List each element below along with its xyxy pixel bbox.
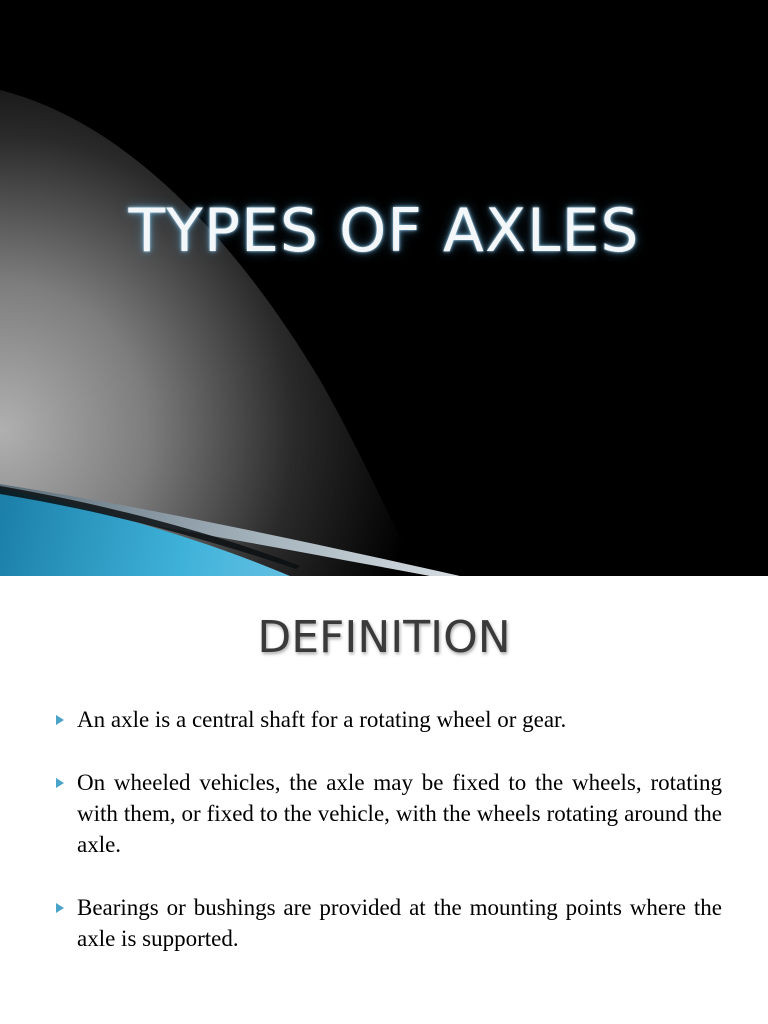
bullet-item: [56, 892, 722, 954]
arrow-bullet-icon: [56, 715, 64, 725]
bullet-text: An axle is a central shaft for a rotating wheel or gear.: [77, 707, 567, 732]
definition-slide: [0, 576, 768, 1024]
bullet-item: [56, 704, 722, 735]
bullet-text: Bearings or bushings are provided at the mounting points where the axle is supported.: [77, 895, 722, 951]
definition-heading: DEFINITION: [257, 612, 511, 663]
slide-title: TYPES OF AXLES: [128, 196, 640, 266]
definition-bullet-list: [56, 704, 722, 986]
arrow-bullet-icon: [56, 778, 64, 788]
bullet-text: On wheeled vehicles, the axle may be fixed to the wheels, rotating with them, or fixed to the vehicle, with the wheels rotating around the axle.: [77, 770, 722, 857]
arrow-bullet-icon: [56, 903, 64, 913]
bullet-item: [56, 767, 722, 860]
